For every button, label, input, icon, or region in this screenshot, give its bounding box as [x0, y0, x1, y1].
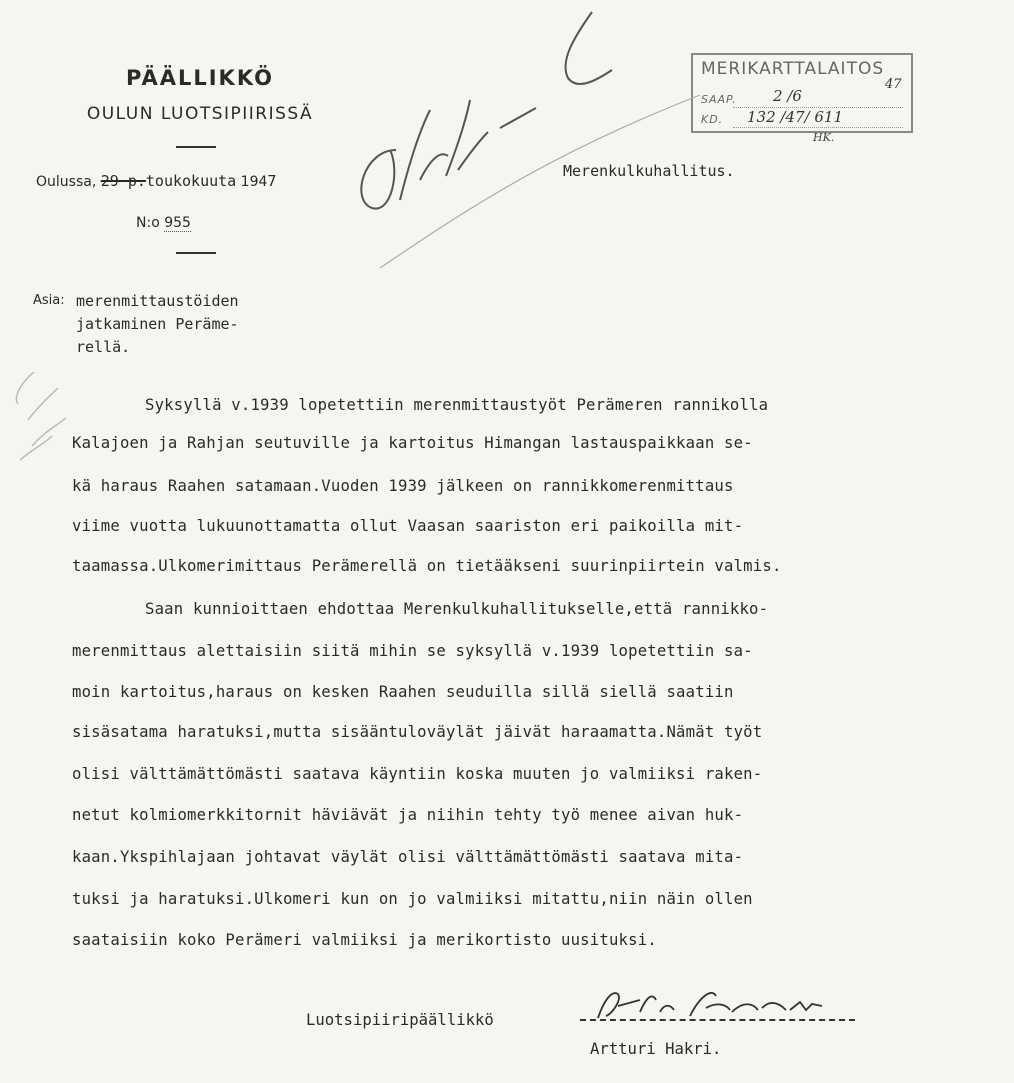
body-line: merenmittaus alettaisiin siitä mihin se syksyllä v.1939 lopetettiin sa- — [72, 642, 753, 660]
stamp-note: HK. — [813, 131, 835, 144]
org-subtitle: OULUN LUOTSIPIIRISSÄ — [86, 104, 314, 124]
signature-line — [580, 1019, 855, 1021]
date-year: 194 — [240, 174, 268, 190]
stamp-saap-year: 47 — [885, 77, 902, 92]
date-place: Oulussa, — [36, 174, 97, 190]
date-day: 29 p. — [100, 172, 146, 190]
stamp-kd-value: 132 /47/ 611 — [747, 108, 843, 126]
handwritten-dash — [500, 108, 536, 128]
body-line: kä haraus Raahen satamaan.Vuoden 1939 jälkeen on rannikkomerenmittaus — [72, 477, 734, 495]
date-line — [36, 172, 276, 190]
stamp-title: MERIKARTTALAITOS — [701, 59, 885, 79]
subject-text: merenmittaustöiden jatkaminen Peräme- rellä. — [76, 292, 239, 356]
letterhead-divider-top — [176, 146, 216, 148]
receipt-stamp — [691, 53, 913, 144]
subject-label: Asia: — [33, 293, 65, 308]
body-line: kaan.Ykspihlajaan johtavat väylät olisi välttämättömästi saatava mita- — [72, 848, 744, 866]
pencil-stroke — [380, 95, 700, 268]
stamp-saap-label: SAAP. — [701, 93, 737, 106]
body-line: Saan kunnioittaen ehdottaa Merenkulkuhallitukselle,että rannikko- — [145, 600, 769, 618]
number-value: 955 — [164, 215, 191, 231]
body-line: olisi välttämättömästi saatava käyntiin koska muuten jo valmiiksi raken- — [72, 765, 763, 783]
signature-title: Luotsipiiripäällikkö — [306, 1011, 494, 1029]
stamp-dotted-line-2 — [733, 127, 903, 128]
signature-name: Artturi Hakri. — [590, 1040, 722, 1058]
stamp-saap-value: 2 /6 — [773, 87, 802, 105]
body-line: viime vuotta lukuunottamatta ollut Vaasan saariston eri paikoilla mit- — [72, 517, 744, 535]
margin-pencil-note — [16, 372, 66, 460]
stamp-kd-label: KD. — [701, 113, 724, 126]
body-line: sisäsatama haratuksi,mutta sisääntuloväylät jäivät haraamatta.Nämät työt — [72, 723, 763, 741]
handwritten-l-mark — [565, 12, 612, 84]
body-line: saataisiin koko Perämeri valmiiksi ja merikortisto uusituksi. — [72, 931, 657, 949]
body-line: Kalajoen ja Rahjan seutuville ja kartoitus Himangan lastauspaikkaan se- — [72, 434, 753, 452]
date-year-last: 7 — [267, 172, 277, 190]
body-line: tuksi ja haratuksi.Ulkomeri kun on jo valmiiksi mitattu,niin näin ollen — [72, 890, 753, 908]
reference-number — [136, 215, 191, 231]
body-line: netut kolmiomerkkitornit häviävät ja niihin tehty työ menee aivan huk- — [72, 806, 744, 824]
org-title: PÄÄLLIKKÖ — [126, 66, 274, 90]
handwritten-signature — [598, 993, 822, 1018]
date-month: toukokuuta — [145, 172, 237, 190]
number-label: N:o — [136, 215, 160, 231]
body-line: taamassa.Ulkomerimittaus Perämerellä on tietääkseni suurinpiirtein valmis. — [72, 557, 782, 575]
letterhead-divider-bottom — [176, 252, 216, 254]
body-line: moin kartoitus,haraus on kesken Raahen seuduilla sillä siellä saatiin — [72, 683, 734, 701]
recipient: Merenkulkuhallitus. — [563, 162, 735, 180]
body-line: Syksyllä v.1939 lopetettiin merenmittaustyöt Perämeren rannikolla — [145, 396, 769, 414]
